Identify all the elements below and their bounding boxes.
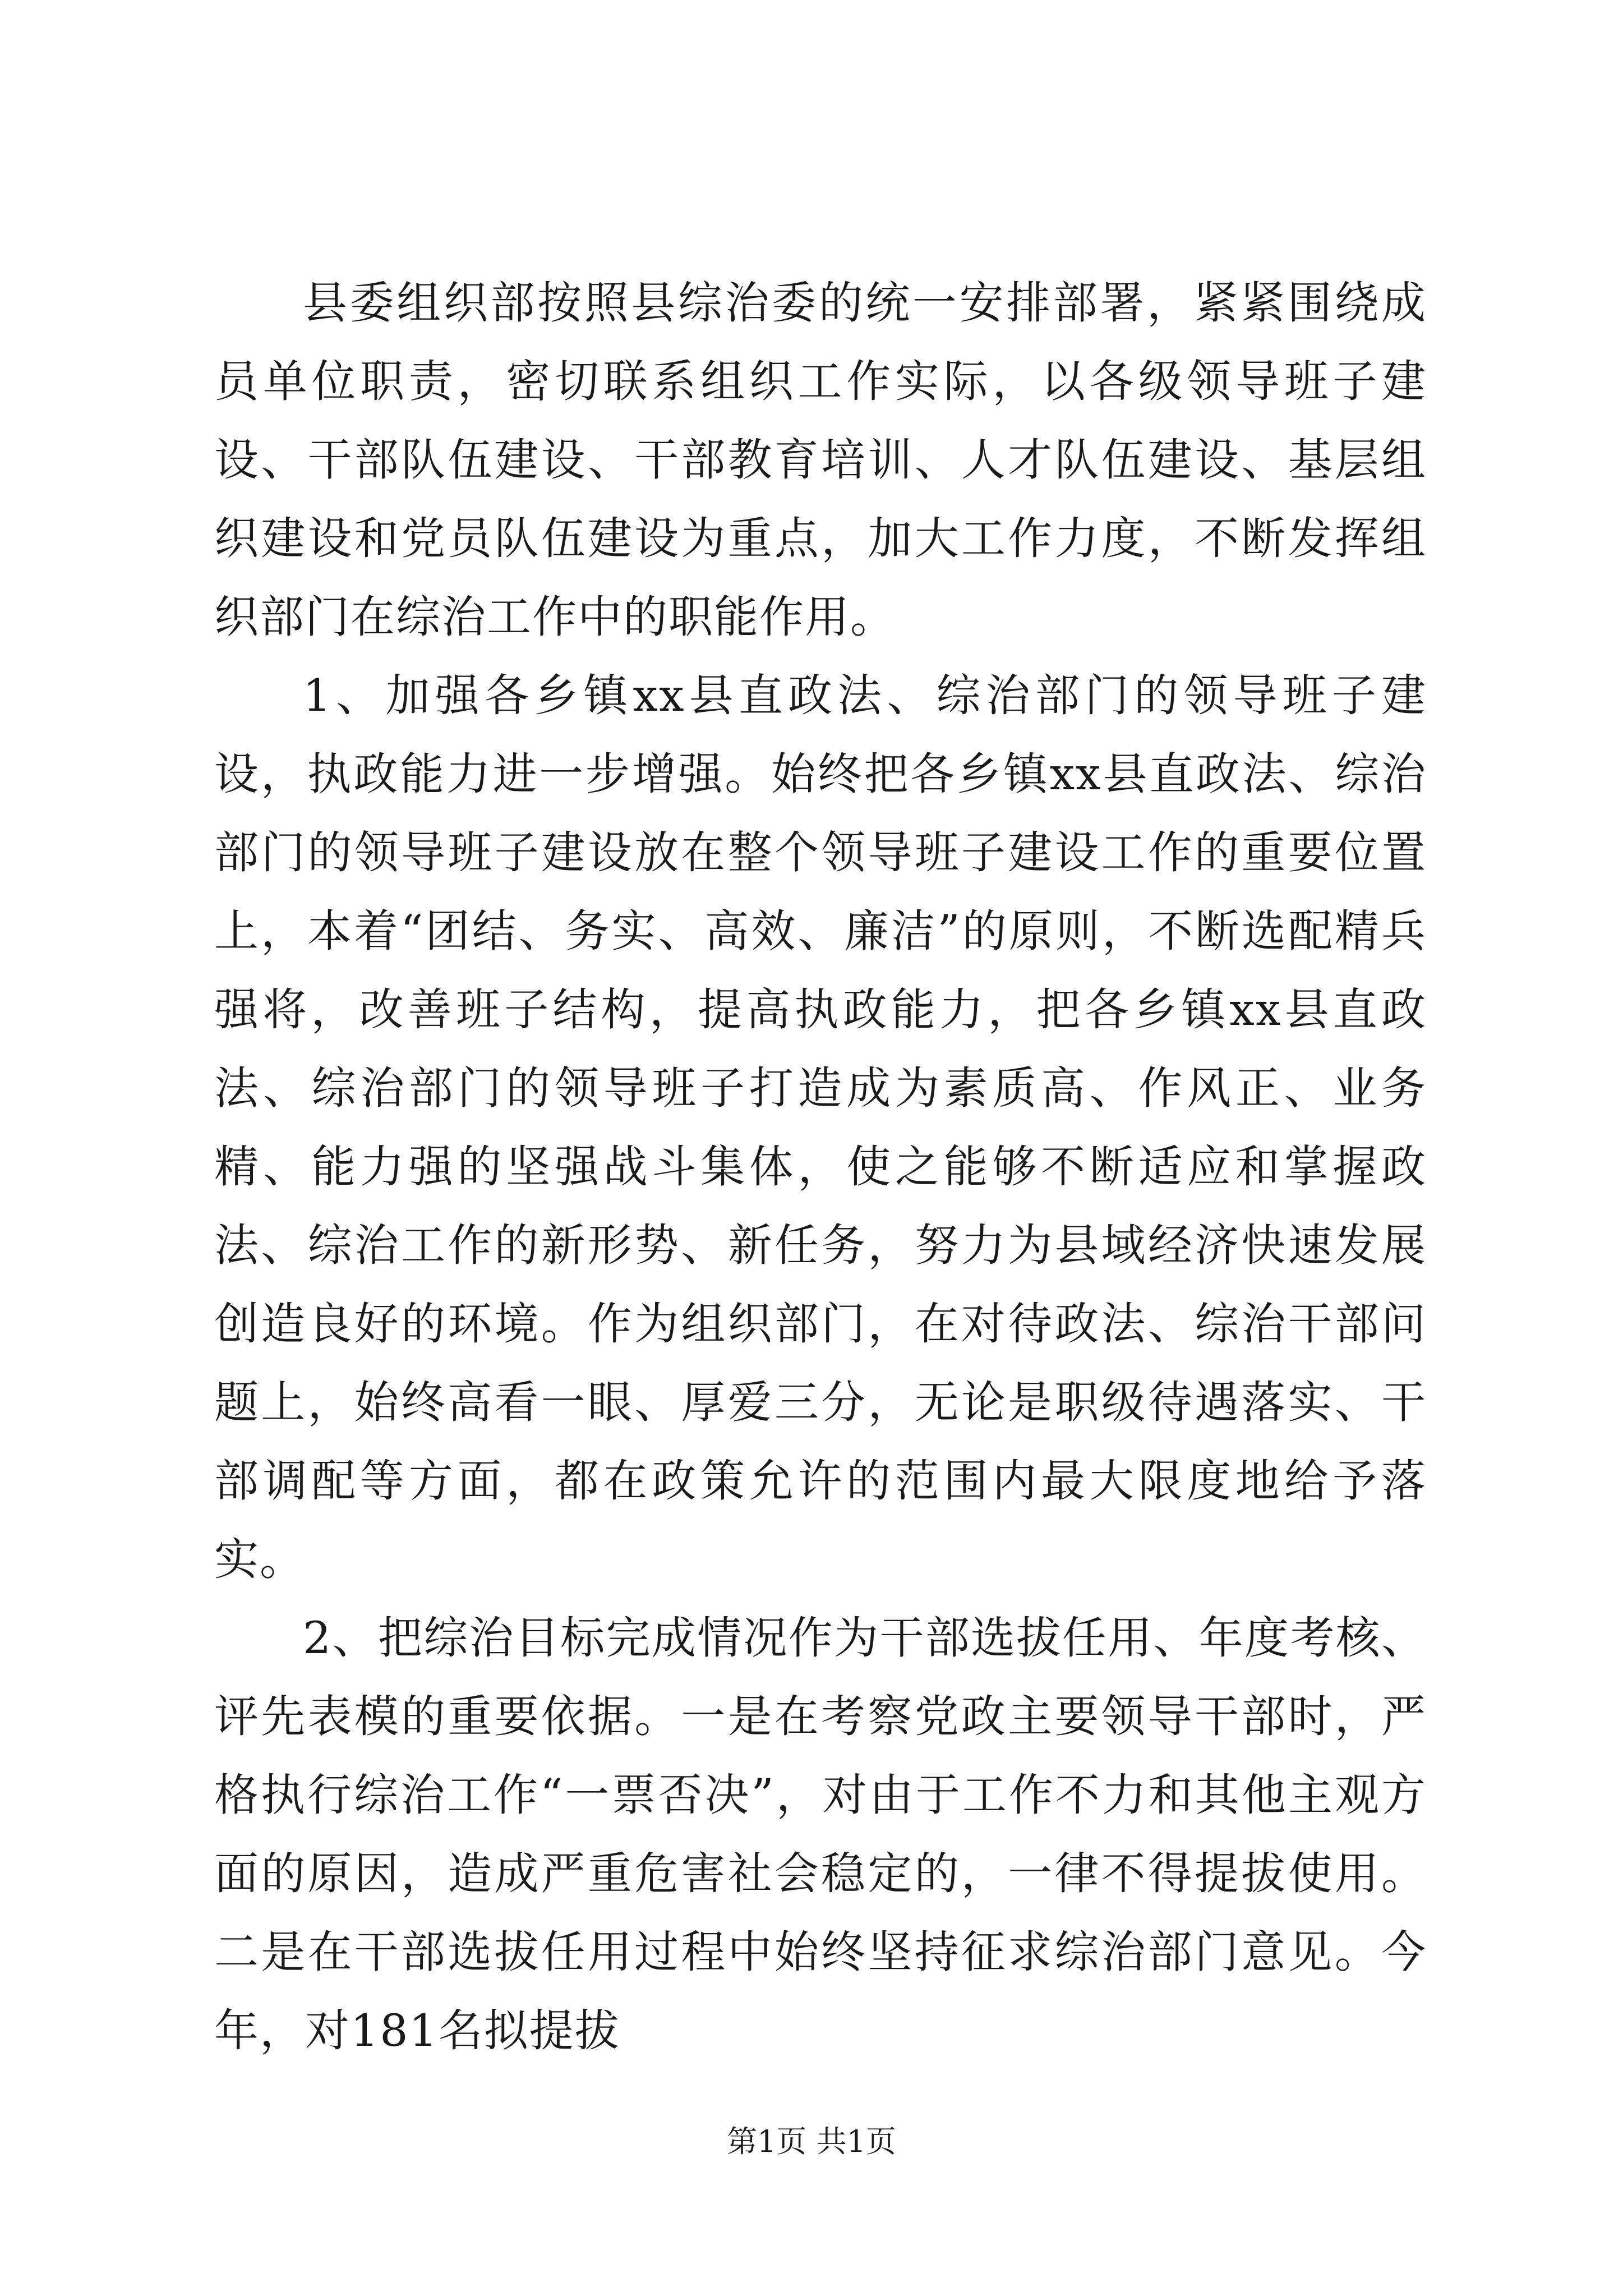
paragraph-item-1: 1、加强各乡镇xx县直政法、综治部门的领导班子建设，执政能力进一步增强。始终把各乡镇xx县直政法、综治部门的领导班子建设放在整个领导班子建设工作的重要位置上，本着“团结、务实、高效、廉洁”的原则，不断选配精兵强将，改善班子结构，提高执政能力，把各乡镇xx县直政法、综治部门的领导班子打造成为素质高、作风正、业务精、能力强的坚强战斗集体，使之能够不断适应和掌握政法、综治工作的新形势、新任务，努力为县域经济快速发展创造良好的环境。作为组织部门，在对待政法、综治干部问题上，始终高看一眼、厚爱三分，无论是职级待遇落实、干部调配等方面，都在政策允许的范围内最大限度地给予落实。 (214, 670, 1427, 1585)
paragraph-intro: 县委组织部按照县综治委的统一安排部署，紧紧围绕成员单位职责，密切联系组织工作实际，以各级领导班子建设、干部队伍建设、干部教育培训、人才队伍建设、基层组织建设和党员队伍建设为重点，加大工作力度，不断发挥组织部门在综治工作中的职能作用。 (214, 277, 1427, 643)
paragraph-item-2: 2、把综治目标完成情况作为干部选拔任用、年度考核、评先表模的重要依据。一是在考察党政主要领导干部时，严格执行综治工作“一票否决”，对由于工作不力和其他主观方面的原因，造成严重危害社会稳定的，一律不得提拔使用。二是在干部选拔任用过程中始终坚持征求综治部门意见。今年，对181名拟提拔 (214, 1612, 1427, 2056)
document-body (214, 264, 1427, 2070)
page-footer: 第1页 共1页 (727, 2124, 896, 2159)
